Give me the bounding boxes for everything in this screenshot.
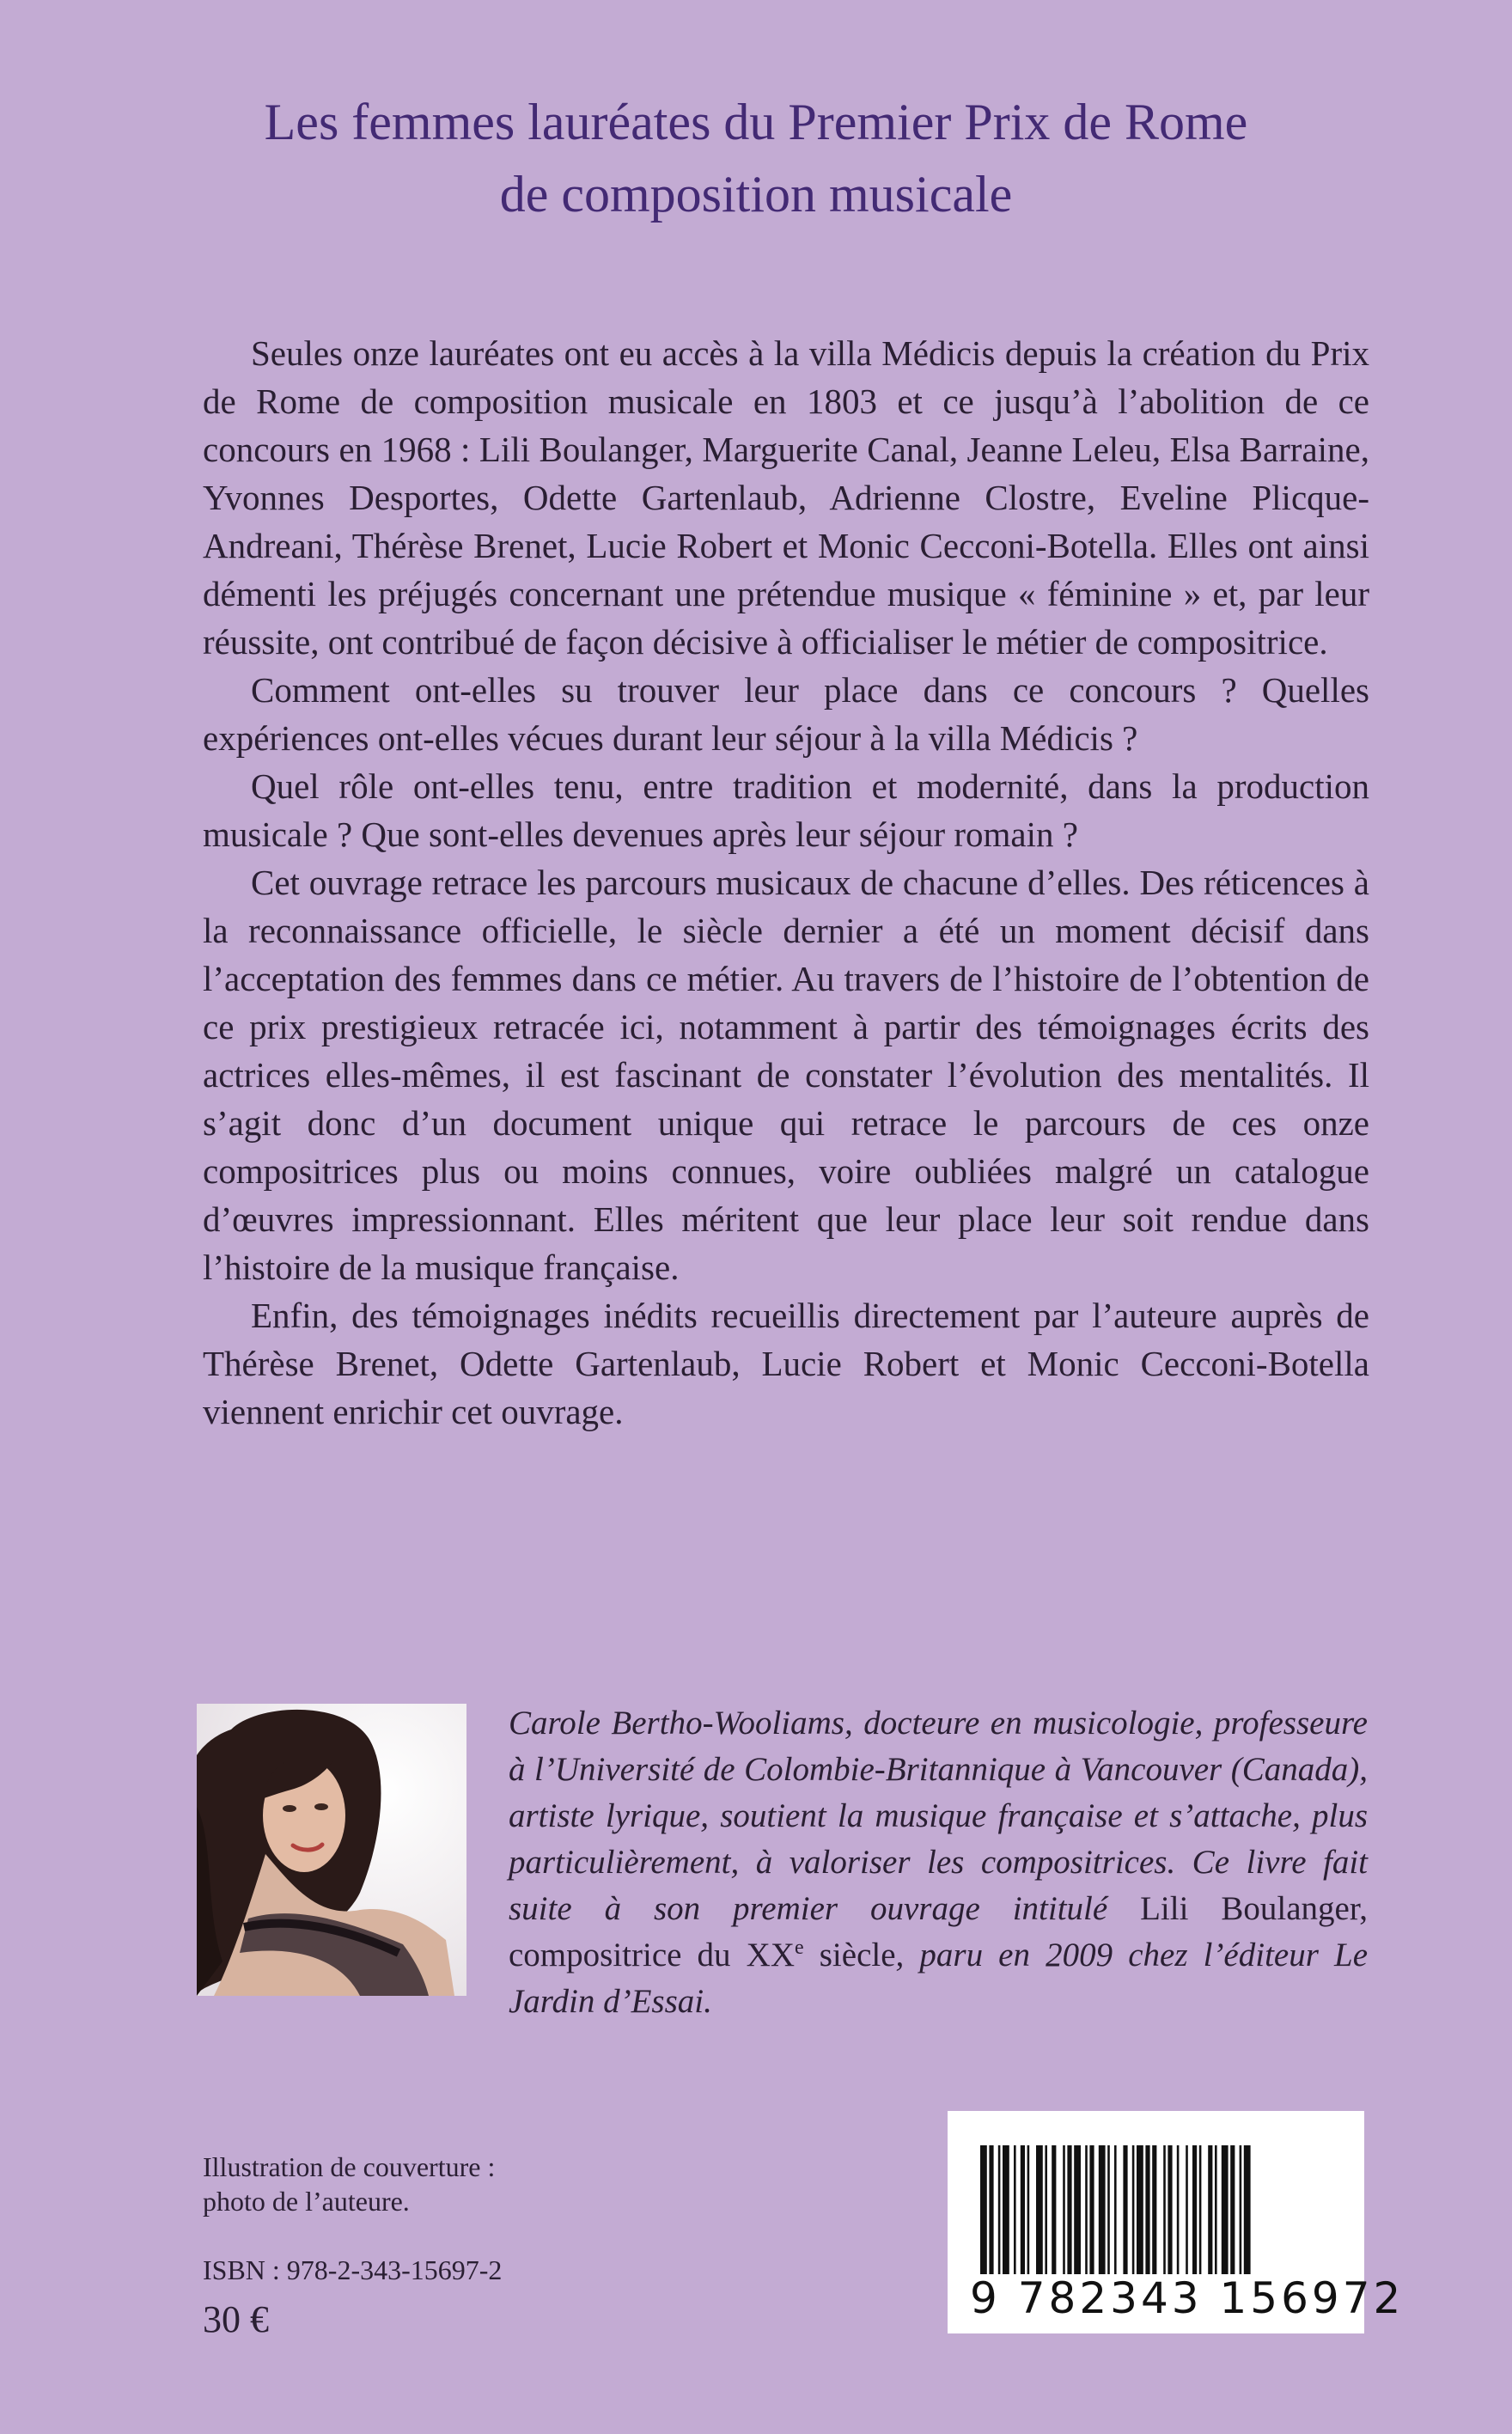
barcode-bar (1052, 2145, 1056, 2274)
barcode-bar (1240, 2145, 1242, 2274)
barcode-bar (1137, 2145, 1143, 2274)
bio-text-part-2: , paru en 2009 chez l’éditeur Le Jardin d’Essai. (509, 1937, 1369, 2020)
back-cover-summary (203, 329, 1369, 1436)
barcode-bar (1003, 2145, 1009, 2274)
barcode-bar (1036, 2145, 1043, 2274)
barcode-bar (1230, 2145, 1235, 2274)
barcode-bar (1099, 2145, 1106, 2274)
barcode-bar (1208, 2145, 1212, 2274)
author-name: Carole Bertho-Wooliams (509, 1705, 844, 1742)
author-portrait-illustration (197, 1704, 466, 1996)
barcode-bar (1192, 2145, 1197, 2274)
barcode-bar (1244, 2145, 1251, 2274)
previous-book-title-sup: e (794, 1937, 804, 1959)
barcode-bar (1177, 2145, 1180, 2274)
summary-paragraph-5: Enfin, des témoignages inédits recueillis directement par l’auteure auprès de Thérèse Brenet, Odette Gartenlaub, Lucie Robert et Monic Cecconi-Botella viennent enrichir cet ouvrage. (203, 1296, 1369, 1431)
barcode-bar (1186, 2145, 1188, 2274)
barcode-bar (1074, 2145, 1081, 2274)
barcode-bar (1163, 2145, 1166, 2274)
barcode-bar (1168, 2145, 1172, 2274)
barcode-bar (1089, 2145, 1094, 2274)
barcode-bar (980, 2145, 987, 2274)
price: 30 € (203, 2298, 269, 2340)
author-photo (197, 1704, 466, 1996)
barcode-bar (1021, 2145, 1025, 2274)
barcode-bar (1132, 2145, 1135, 2274)
barcode-bar (1063, 2145, 1065, 2274)
bio-text-part-1: , docteure en musicologie, professeure à l’Université de Colombie-Britannique à Vancouver (Canada), artiste lyrique, soutient la musique française et s’attache, plus particulièrement, à valoriser les compositrices. Ce livre fait suite à son premier ouvrage intitulé (509, 1705, 1368, 1927)
author-bio (509, 1700, 1368, 2025)
previous-book-title-end: siècle (803, 1937, 896, 1973)
barcode-bar (1123, 2145, 1127, 2274)
summary-paragraph-2: Comment ont-elles su trouver leur place dans ce concours ? Quelles expériences ont-elles vécues durant leur séjour à la villa Médicis ? (203, 670, 1369, 758)
summary-paragraph-3: Quel rôle ont-elles tenu, entre tradition et modernité, dans la production musicale ? Que sont-elles devenues après leur séjour romain ? (203, 766, 1369, 854)
barcode (948, 2111, 1405, 2333)
book-title (0, 86, 1512, 230)
book-title-line-1: Les femmes lauréates du Premier Prix de Rome (264, 94, 1248, 150)
barcode-bar (1107, 2145, 1110, 2274)
barcode-bar (1199, 2145, 1202, 2274)
barcode-bar (1152, 2145, 1156, 2274)
barcode-bar (1067, 2145, 1071, 2274)
barcode-bar (1215, 2145, 1217, 2274)
barcode-bar (989, 2145, 993, 2274)
summary-paragraph-4: Cet ouvrage retrace les parcours musicaux de chacune d’elles. Des réticences à la reconnaissance officielle, le siècle dernier a été un moment décisif dans l’acceptation des femmes dans ce métier. Au travers de l’histoire de l’obtention de ce prix prestigieux retracée ici, notamment à partir des témoignages écrits des actrices elles-mêmes, il est fascinant de constater l’évolution des mentalités. Il s’agit donc d’un document unique qui retrace le parcours de ces onze compositrices plus ou moins connues, voire oubliées malgré un catalogue d’œuvres impressionnant. Elles méritent que leur place leur soit rendue dans l’histoire de la musique française. (203, 863, 1369, 1287)
barcode-bar (1085, 2145, 1088, 2274)
cover-credit-line-2: photo de l’auteure. (203, 2186, 410, 2217)
barcode-digits: 9 782343 156972 (970, 2273, 1405, 2323)
cover-credit-line-1: Illustration de couverture : (203, 2151, 496, 2182)
barcode-bar (1145, 2145, 1149, 2274)
barcode-bar (998, 2145, 1001, 2274)
isbn: ISBN : 978-2-343-15697-2 (203, 2254, 503, 2285)
barcode-bar (1014, 2145, 1016, 2274)
summary-paragraph-1: Seules onze lauréates ont eu accès à la villa Médicis depuis la création du Prix de Rome de composition musicale en 1803 et ce jusqu’à l’abolition de ce concours en 1968 : Lili Boulanger, Marguerite Canal, Jeanne Leleu, Elsa Barraine, Yvonnes Desportes, Odette Gartenlaub, Adrienne Clostre, Eveline Plicque-Andreani, Thérèse Brenet, Lucie Robert et Monic Cecconi-Botella. Elles ont ainsi démenti les préjugés concernant une prétendue musique « féminine » et, par leur réussite, ont contribué de façon décisive à officialiser le métier de compositrice. (203, 333, 1369, 662)
barcode-bar (1027, 2145, 1030, 2274)
book-title-line-2: de composition musicale (499, 166, 1013, 223)
barcode-bar (1222, 2145, 1228, 2274)
barcode-bar (1114, 2145, 1117, 2274)
previous-book-title-main: Lili Boulanger, compositrice du XX (509, 1890, 1368, 1973)
barcode-bar (1045, 2145, 1047, 2274)
cover-credit (203, 2150, 495, 2218)
